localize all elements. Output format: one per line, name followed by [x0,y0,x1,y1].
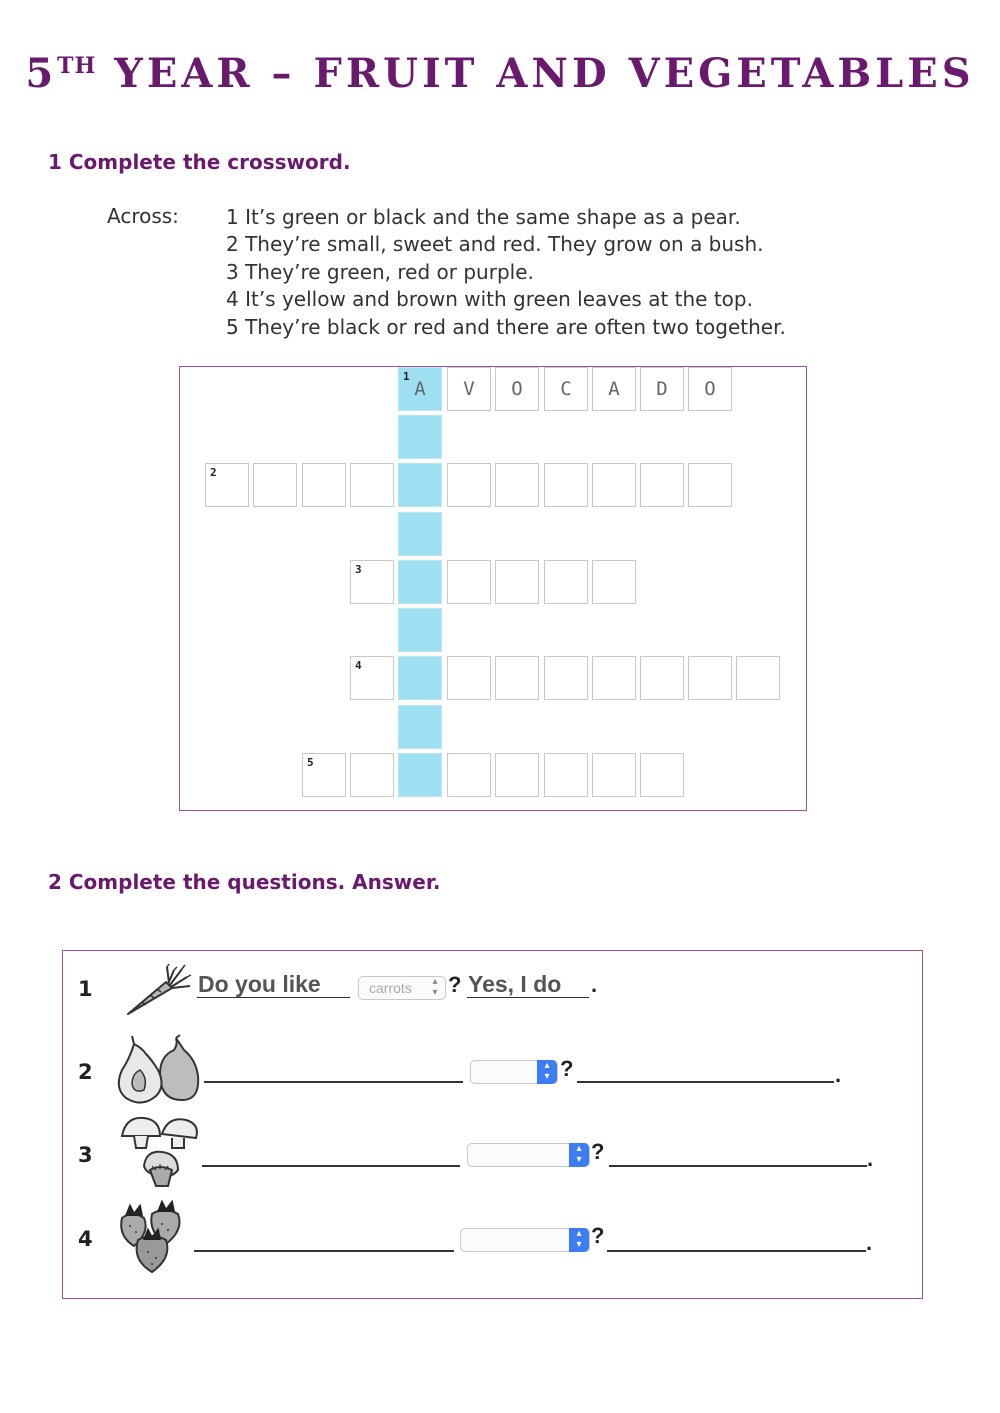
question-2-blank [204,1081,463,1083]
crossword-cell[interactable] [544,753,588,797]
question-3-blank [202,1165,460,1167]
crossword-cell[interactable] [350,463,394,507]
crossword-cell[interactable] [592,367,636,411]
crossword-cell[interactable] [447,463,491,507]
crossword-cell[interactable] [592,753,636,797]
crossword-letter: O [704,378,716,400]
answer-3-blank [609,1165,867,1167]
page-title [0,50,1000,97]
crossword-cell[interactable] [495,560,539,604]
crossword-clue-number: 5 [307,756,314,769]
question-1-select-value: carrots [369,980,412,996]
crossword-cell[interactable] [398,512,442,556]
section2-heading: 2 Complete the questions. Answer. [48,870,441,894]
answer-1-blank [467,997,589,998]
crossword-cell[interactable] [640,753,684,797]
crossword-cell[interactable] [350,753,394,797]
updown-chevron-icon: ▴ ▾ [569,1143,589,1167]
crossword-letter: C [560,378,572,400]
question-4-number: 4 [78,1227,93,1251]
crossword-cell[interactable] [495,656,539,700]
answer-2-period: . [835,1062,842,1087]
crossword-cell[interactable] [398,367,442,411]
answer-4-blank [607,1250,866,1252]
crossword-cell[interactable] [640,463,684,507]
crossword-cell[interactable] [495,753,539,797]
crossword-cell[interactable] [544,463,588,507]
across-label: Across: [107,204,179,228]
crossword-clue-number: 4 [355,659,362,672]
clue-3: 3 They’re green, red or purple. [226,259,534,284]
pear-image [116,1034,200,1106]
crossword-letter: D [656,378,668,400]
answer-4-period: . [866,1230,873,1255]
crossword-cell[interactable] [495,367,539,411]
crossword-clue-number: 1 [403,370,410,383]
section1-heading: 1 Complete the crossword. [48,150,351,174]
crossword-cell[interactable] [592,463,636,507]
answer-3-period: . [867,1146,874,1171]
answer-1-text[interactable]: Yes, I do [468,971,562,997]
crossword-cell[interactable] [350,560,394,604]
crossword-clue-number: 3 [355,563,362,576]
crossword-cell[interactable] [447,367,491,411]
crossword-cell[interactable] [640,367,684,411]
crossword-cell[interactable] [688,656,732,700]
crossword-cell[interactable] [398,415,442,459]
question-4-blank [194,1250,454,1252]
crossword-frame [179,366,807,811]
question-2-select[interactable] [470,1060,558,1084]
clue-1: 1 It’s green or black and the same shape as a pear. [226,205,741,229]
crossword-cell[interactable] [253,463,297,507]
crossword-cell[interactable] [447,560,491,604]
crossword-cell[interactable] [205,463,249,507]
clue-2: 2 They’re small, sweet and red. They grow on a bush. [226,232,764,257]
crossword-letter: A [608,378,620,400]
question-3-qmark: ? [591,1139,605,1164]
crossword-cell[interactable] [544,560,588,604]
question-1-number: 1 [78,977,93,1001]
strawberry-image [118,1200,192,1276]
crossword-letter: V [463,378,475,400]
crossword-cell[interactable] [398,753,442,797]
crossword-cell[interactable] [447,753,491,797]
question-1-blank [197,997,350,998]
question-1-text[interactable]: Do you like [198,971,321,997]
answer-2-blank [577,1081,834,1083]
crossword-cell[interactable] [495,463,539,507]
title-prefix: 5 [25,50,58,97]
crossword-letter: O [511,378,523,400]
answer-1-period: . [591,972,598,997]
crossword-cell[interactable] [688,367,732,411]
clue-list [226,204,786,341]
mushroom-image [118,1114,200,1190]
question-4-qmark: ? [591,1223,605,1248]
updown-chevron-icon: ▴ ▾ [432,976,438,998]
title-sup: TH [57,53,97,79]
question-2-qmark: ? [560,1056,574,1081]
title-rest: YEAR – FRUIT AND VEGETABLES [96,50,975,97]
updown-chevron-icon: ▴ ▾ [537,1060,557,1084]
updown-chevron-icon: ▴ ▾ [569,1228,589,1252]
clue-4: 4 It’s yellow and brown with green leaves at the top. [226,287,753,312]
clue-5: 5 They’re black or red and there are often two together. [226,314,786,339]
crossword-cell[interactable] [544,367,588,411]
crossword-cell[interactable] [447,656,491,700]
question-3-number: 3 [78,1143,93,1167]
crossword-cell[interactable] [398,656,442,700]
question-2-number: 2 [78,1060,93,1084]
carrot-image [122,962,194,1018]
crossword-cell[interactable] [544,656,588,700]
question-1-select[interactable] [358,976,446,1000]
crossword-cell[interactable] [688,463,732,507]
crossword-letter: A [414,378,426,400]
crossword-clue-number: 2 [210,466,217,479]
crossword-cell[interactable] [736,656,780,700]
crossword-cell[interactable] [302,753,346,797]
crossword-cell[interactable] [398,705,442,749]
crossword-cell[interactable] [592,656,636,700]
crossword-cell[interactable] [640,656,684,700]
crossword-cell[interactable] [592,560,636,604]
crossword-cell[interactable] [398,463,442,507]
question-1-qmark: ? [448,972,462,997]
crossword-cell[interactable] [398,560,442,604]
question-3-select[interactable] [467,1143,590,1167]
crossword-cell[interactable] [302,463,346,507]
crossword-cell[interactable] [398,608,442,652]
crossword-cell[interactable] [350,656,394,700]
question-4-select[interactable] [460,1228,590,1252]
